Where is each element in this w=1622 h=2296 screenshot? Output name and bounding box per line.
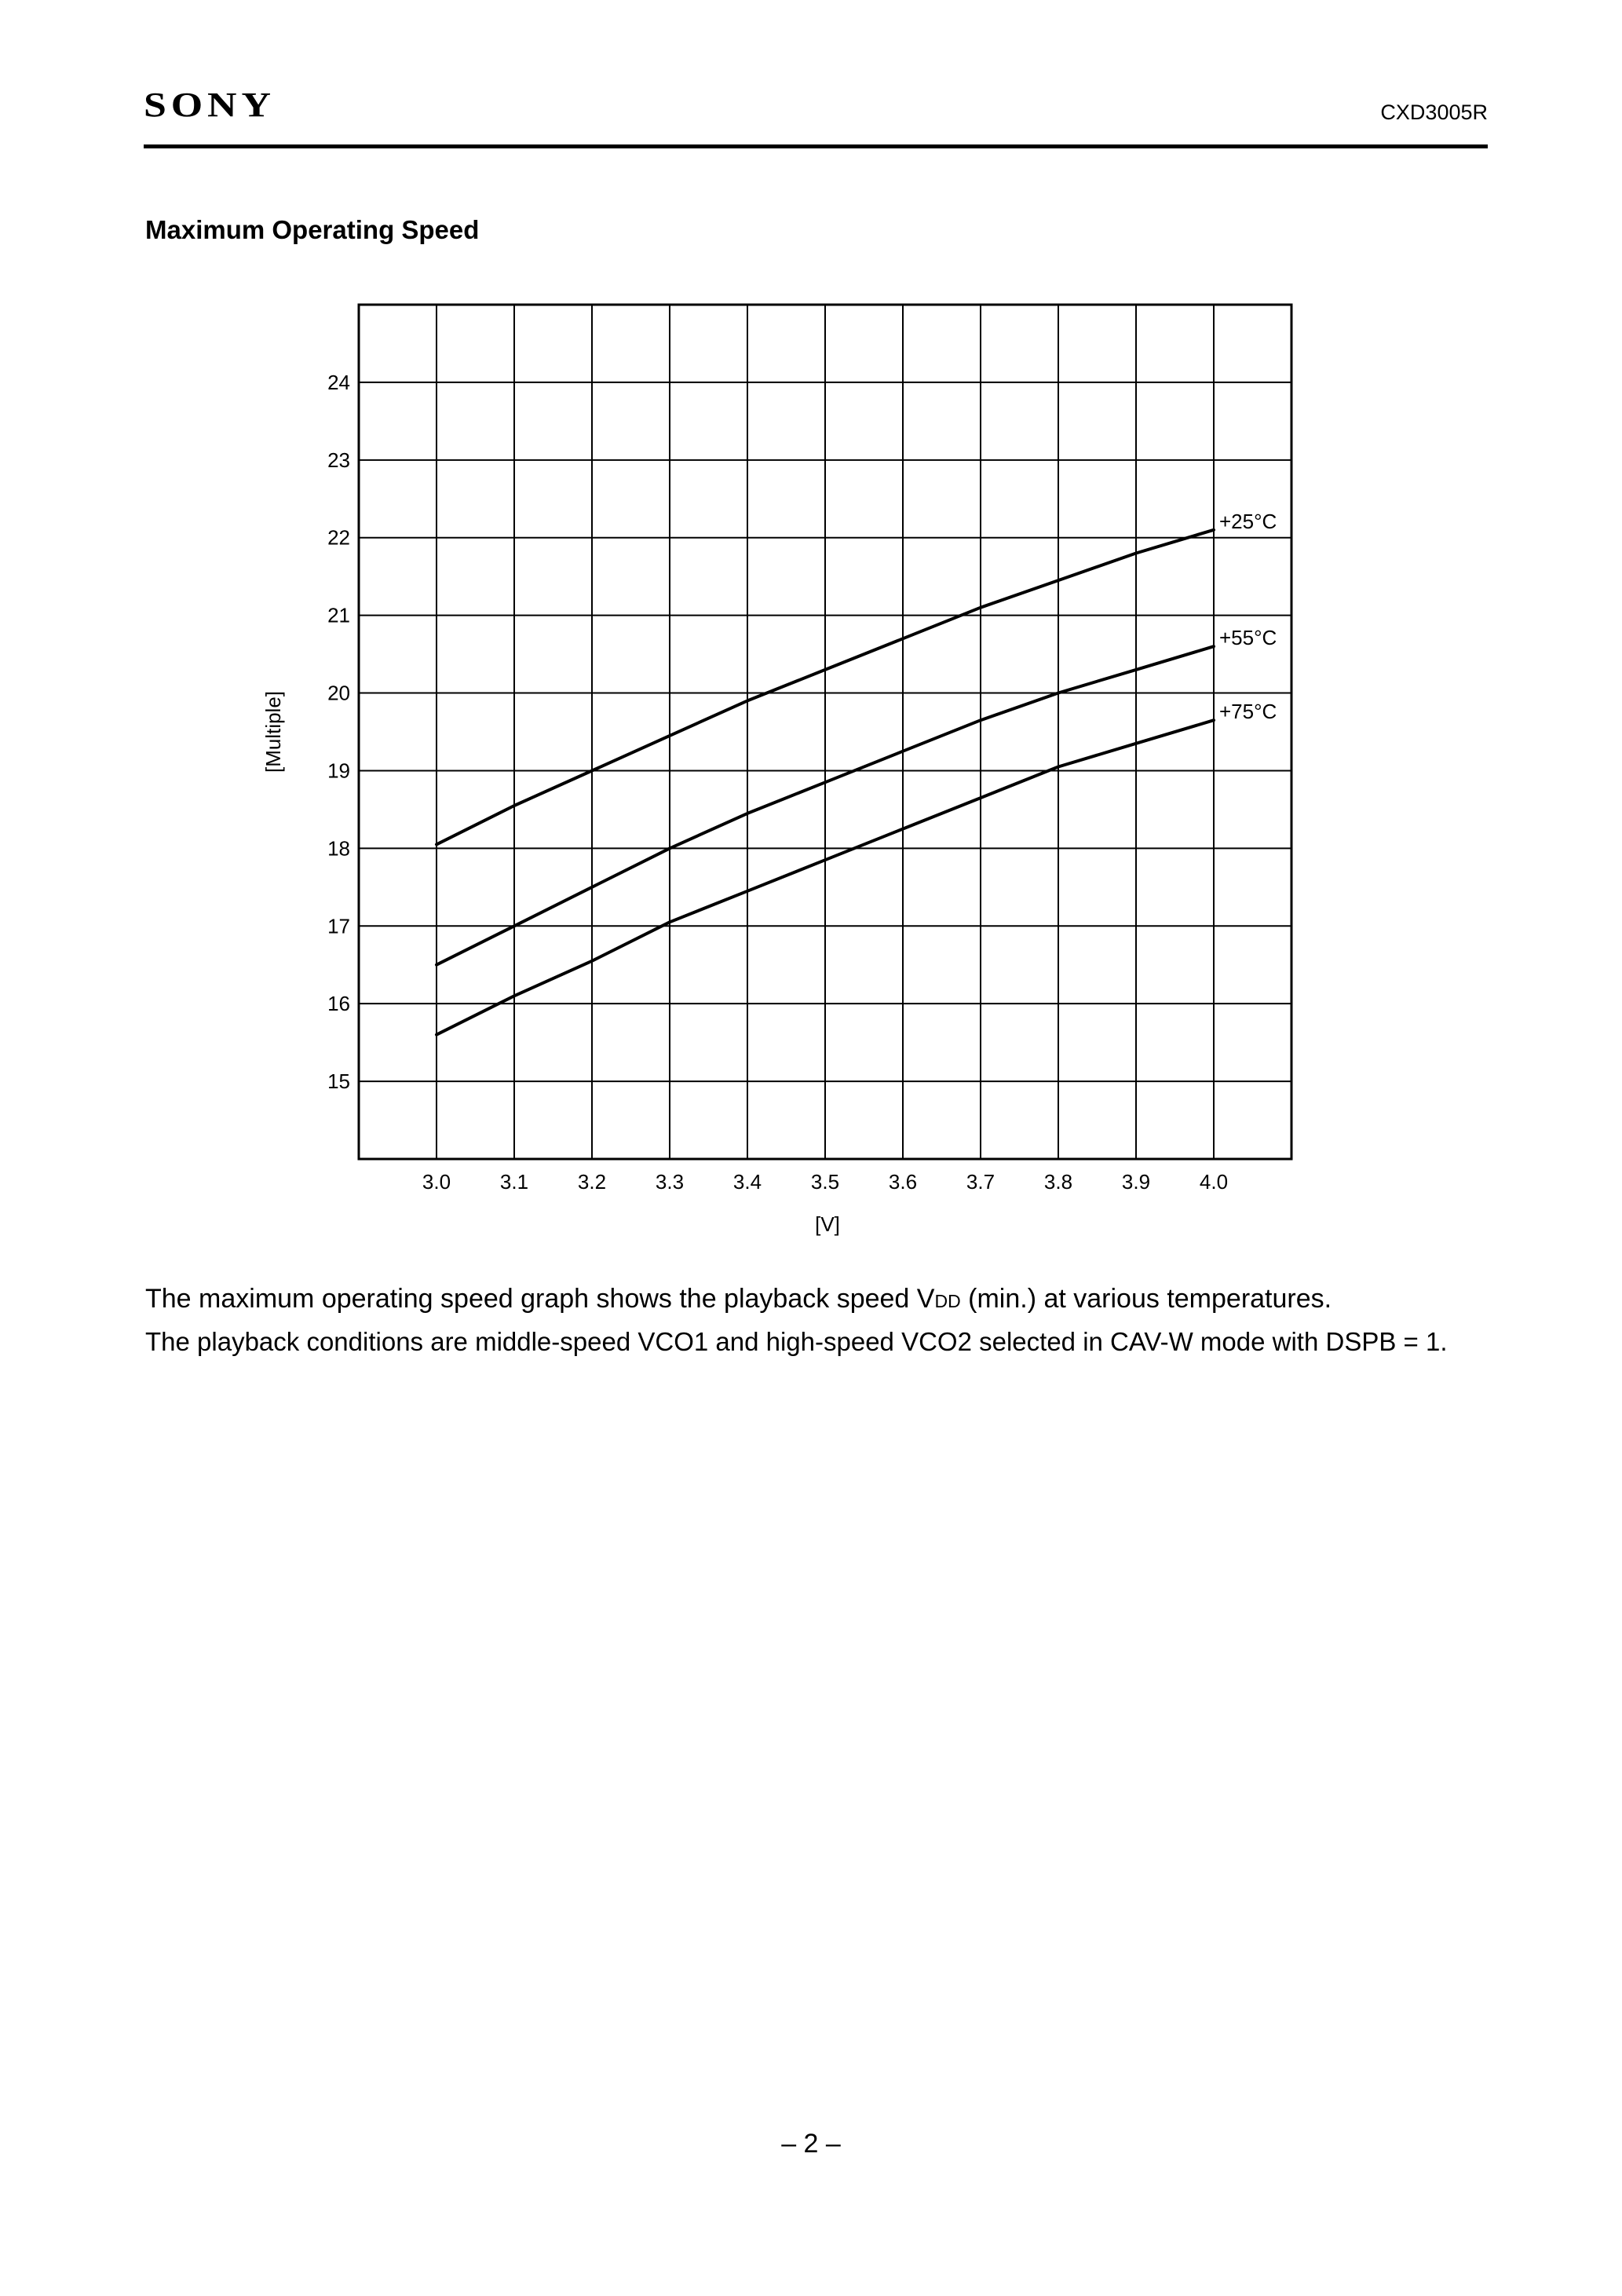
series-0-point-5 <box>825 669 826 670</box>
series-2-point-4 <box>747 890 748 891</box>
y-tick-label: 15 <box>327 1069 350 1094</box>
x-tick-label: 3.1 <box>499 1170 529 1194</box>
series-0-point-10 <box>1214 529 1215 530</box>
series-2-point-9 <box>1136 743 1137 744</box>
y-tick-label: 19 <box>327 759 350 783</box>
series-1-point-9 <box>1136 669 1137 670</box>
y-axis-label: [Multiple] <box>261 690 285 773</box>
y-tick-label: 21 <box>327 603 350 627</box>
x-tick-label: 3.9 <box>1121 1170 1151 1194</box>
series-0-point-4 <box>747 700 748 701</box>
y-tick-label: 23 <box>327 448 350 472</box>
section-title: Maximum Operating Speed <box>145 215 480 244</box>
series-0-point-6 <box>903 638 904 639</box>
vdd-subscript: DD <box>934 1291 961 1311</box>
series-1-point-10 <box>1214 646 1215 647</box>
x-tick-label: 4.0 <box>1199 1170 1229 1194</box>
y-tick-label: 18 <box>327 836 350 861</box>
series-2-point-2 <box>592 960 593 961</box>
series-label: +25°C <box>1219 509 1277 533</box>
x-axis-label: [V] <box>815 1212 840 1236</box>
y-tick-label: 22 <box>327 525 350 550</box>
x-tick-label: 3.4 <box>732 1170 762 1194</box>
x-tick-label: 3.5 <box>810 1170 840 1194</box>
x-tick-label: 3.3 <box>655 1170 685 1194</box>
body-paragraph-line-2: The playback conditions are middle-speed VCO1 and high-speed VCO2 selected in CAV-W mode with DSPB = 1. <box>145 1327 1448 1356</box>
series-1-point-1 <box>514 926 515 927</box>
x-tick-label: 3.2 <box>577 1170 607 1194</box>
series-label: +55°C <box>1219 626 1277 650</box>
series-2-point-6 <box>903 828 904 829</box>
body-paragraph-line-1 <box>145 1285 1332 1312</box>
y-tick-label: 17 <box>327 914 350 938</box>
part-number: CXD3005R <box>1380 101 1488 124</box>
body-line-1-end: (min.) at various temperatures. <box>960 1284 1332 1314</box>
series-2-point-10 <box>1214 720 1215 721</box>
y-tick-label: 24 <box>327 370 350 394</box>
x-tick-label: 3.0 <box>422 1170 451 1194</box>
series-0-point-2 <box>592 770 593 771</box>
sony-logo: SONY <box>144 86 276 124</box>
x-tick-label: 3.7 <box>966 1170 995 1194</box>
series-2-point-5 <box>825 860 826 861</box>
series-label: +75°C <box>1219 700 1277 724</box>
series-0-point-9 <box>1136 553 1137 554</box>
series-0-point-8 <box>1058 580 1059 581</box>
y-tick-label: 16 <box>327 992 350 1016</box>
series-0-point-1 <box>514 805 515 806</box>
y-tick-label: 20 <box>327 681 350 705</box>
series-1-point-5 <box>825 782 826 783</box>
page-number: – 2 – <box>781 2129 841 2159</box>
x-tick-label: 3.6 <box>888 1170 918 1194</box>
x-tick-label: 3.8 <box>1043 1170 1073 1194</box>
series-2-point-8 <box>1058 766 1059 767</box>
body-line-1-start: The maximum operating speed graph shows the playback speed V <box>145 1284 935 1314</box>
